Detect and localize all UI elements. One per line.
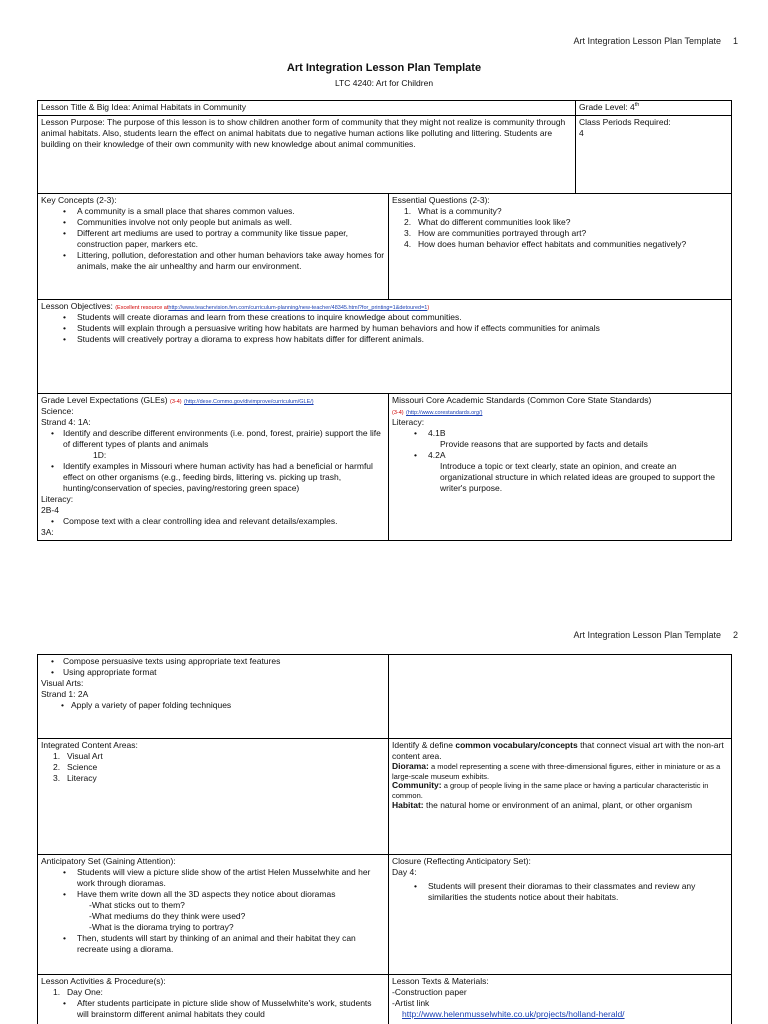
list-item: • After students participate in picture slide show of Musselwhite's work, students will brainstorm different animal habitats they could — [41, 998, 385, 1020]
page-number: 1 — [732, 36, 738, 46]
list-item: • Then, students will start by thinking of an animal and their habitat they can recreate using a diorama. — [41, 933, 385, 955]
lesson-title-cell — [38, 101, 576, 116]
lesson-plan-table-page1 — [37, 100, 732, 541]
texts-materials-label: Lesson Texts & Materials: — [392, 976, 489, 986]
vocab-entry: Diorama: a model representing a scene with three-dimensional figures, either in miniature or as a large-scale museum exhibits. — [392, 761, 721, 781]
list-item: • Students will create dioramas and learn from these creations to inquire knowledge about communities. — [41, 312, 728, 323]
page-header — [574, 630, 738, 640]
list-item: • Students will view a picture slide show of the artist Helen Musselwhite and her work through dioramas. — [41, 867, 385, 889]
page-header — [574, 36, 738, 46]
list-item: • Students will creatively portray a diorama to express how habitats differ for different animals. — [41, 334, 728, 345]
list-item: • Identify examples in Missouri where human activity has had a beneficial or harmful effect on other organisms (e.g., feeding birds, littering vs. picking up trash, hunting/conservation of species, paving/restoring green space) — [41, 461, 385, 494]
integrated-content-cell — [38, 739, 389, 855]
anticipatory-set-label: Anticipatory Set (Gaining Attention): — [41, 856, 176, 866]
list-item: 4. How does human behavior effect habitats and communities negatively? — [404, 239, 687, 249]
texts-materials-cell: Lesson Texts & Materials: -Construction paper -Artist link http://www.helenmusselwhite.co.uk/projects/holland-herald/ — [389, 975, 732, 1024]
lesson-title: Lesson Title & Big Idea: Animal Habitats in Community — [41, 102, 247, 112]
objectives-list — [41, 312, 728, 345]
missouri-standards-cell: Missouri Core Academic Standards (Common Core State Standards) (3-4) (http://www.corestandards.org/) Literacy: • 4.1B Provide reasons that are supported by facts and details • 4.2A Introduce a topic or text clearly, state an opinion, and create an organizational structure in which related ideas are grouped to support the writer's purpose. — [389, 394, 732, 541]
key-concepts-label: Key Concepts (2-3): — [41, 195, 117, 205]
list-item: 1. What is a community? — [404, 206, 502, 216]
anticipatory-set-cell: Anticipatory Set (Gaining Attention): • Students will view a picture slide show of the artist Helen Musselwhite and her work through dioramas. • Have them write down all the 3D aspects they notice about dioramas -What sticks out to them? -What mediums do they think were used? -What is the diorama trying to portray? • Then, students will start by thinking of an animal and their habitat they can recreate using a diorama. — [38, 855, 389, 975]
key-concepts-list — [41, 206, 385, 272]
activities-cell — [38, 975, 389, 1024]
header-title: Art Integration Lesson Plan Template — [573, 630, 721, 640]
list-item: • 4.1B — [392, 428, 728, 439]
closure-cell: Closure (Reflecting Anticipatory Set): Day 4: • Students will present their dioramas to their classmates and review any similarities the students notice about their habitats. — [389, 855, 732, 975]
gle-link[interactable]: (http://dese.Commo.gov/divimprove/curriculum/GLE/) — [184, 399, 314, 405]
objectives-resource-link[interactable]: http://www.teachervision.fen.com/curriculum-planning/new-teacher/48345.html?for_printing=1&detoured=1 — [168, 305, 428, 311]
list-item: • Have them write down all the 3D aspects they notice about dioramas — [41, 889, 385, 900]
closure-label: Closure (Reflecting Anticipatory Set): — [392, 856, 531, 866]
list-item: 1. Day One: — [53, 987, 103, 997]
vocabulary-intro: Identify & define common vocabulary/concepts that connect visual art with the non-art content area. — [392, 740, 724, 761]
vocab-entry: Community: a group of people living in the same place or having a particular characteristic in common. — [392, 780, 709, 800]
class-periods-value: 4 — [579, 128, 584, 138]
list-item: • Apply a variety of paper folding techniques — [41, 700, 385, 711]
list-item: • Communities involve not only people but animals as well. — [41, 217, 385, 228]
page-number: 2 — [732, 630, 738, 640]
header-title: Art Integration Lesson Plan Template — [573, 36, 721, 46]
list-item: • Different art mediums are used to portray a community like tissue paper, construction paper, markers etc. — [41, 228, 385, 250]
artist-link[interactable]: http://www.helenmusselwhite.co.uk/projects/holland-herald/ — [402, 1009, 625, 1019]
lesson-plan-table-page2 — [37, 654, 732, 1024]
grade-level-cell — [576, 101, 732, 116]
lesson-objectives-cell: Lesson Objectives: (Excellent resource athttp://www.teachervision.fen.com/curriculum-planning/new-teacher/48345.html?for_printing=1&detoured=1) • Students will create dioramas and learn from these creations to inquire knowledge about communities. • Students will explain through a persuasive writing how habitats are harmed by human behaviors and how if effects communities for animals • Students will creatively portray a diorama to express how habitats differ for different animals. — [38, 300, 732, 394]
list-item: • A community is a small place that shares common values. — [41, 206, 385, 217]
standards-continued-cell: • Compose persuasive texts using appropriate text features • Using appropriate format Visual Arts: Strand 1: 2A • Apply a variety of paper folding techniques — [38, 655, 389, 739]
document-subtitle: LTC 4240: Art for Children — [334, 78, 434, 88]
class-periods-label: Class Periods Required: — [579, 117, 671, 127]
list-item: • Identify and describe different environments (i.e. pond, forest, prairie) support the life of different types of plants and animals — [41, 428, 385, 450]
missouri-standards-label: Missouri Core Academic Standards (Common Core State Standards) — [392, 395, 652, 405]
lesson-purpose: Lesson Purpose: The purpose of this lesson is to show children another form of community that they might not realize is community through animal habitats. Also, students learn the effect on animal habitats due to negative human actions like polluting and littering. Students are building on their knowledge of their own community with new knowledge about animal communities. — [41, 117, 566, 149]
activities-label: Lesson Activities & Procedure(s): — [41, 976, 166, 986]
integrated-content-label: Integrated Content Areas: — [41, 740, 138, 750]
list-item: • Using appropriate format — [41, 667, 385, 678]
vocab-entry: Habitat: the natural home or environment of an animal, plant, or other organism — [392, 800, 693, 810]
gle-label: Grade Level Expectations (GLEs) — [41, 395, 168, 405]
list-item: 3. Literacy — [53, 773, 97, 783]
lesson-purpose-cell — [38, 116, 576, 194]
key-concepts-cell — [38, 194, 389, 300]
essential-questions-cell — [389, 194, 732, 300]
list-item: 1. Visual Art — [53, 751, 103, 761]
gle-cell: Grade Level Expectations (GLEs) (3-4) (http://dese.Commo.gov/divimprove/curriculum/GLE/) Science: Strand 4: 1A: • Identify and describe different environments (i.e. pond, forest, prairie) support the life of different types of plants and animals 1D: • Identify examples in Missouri where human activity has had a beneficial or harmful effect on other organisms (e.g., feeding birds, littering vs. picking up trash, hunting/conservation of species, paving/restoring green space) Literacy: 2B-4 • Compose text with a clear controlling idea and relevant details/examples. 3A: — [38, 394, 389, 541]
grade-level: Grade Level: 4 — [579, 102, 635, 112]
list-item: 2. What do different communities look like? — [404, 217, 571, 227]
list-item: 3. How are communities portrayed through art? — [404, 228, 587, 238]
essential-questions-list — [392, 206, 728, 250]
document-title: Art Integration Lesson Plan Template — [286, 62, 482, 74]
list-item: • Compose text with a clear controlling idea and relevant details/examples. — [41, 516, 385, 527]
essential-questions-label: Essential Questions (2-3): — [392, 195, 490, 205]
core-standards-link[interactable]: (http://www.corestandards.org/) — [406, 410, 483, 416]
objectives-label: Lesson Objectives: — [41, 301, 113, 311]
objectives-resource-note: (Excellent resource at — [115, 305, 169, 311]
list-item: • 4.2A — [392, 450, 728, 461]
class-periods-cell — [576, 116, 732, 194]
grade-level-sup: th — [634, 102, 640, 109]
list-item: • Students will explain through a persuasive writing how habitats are harmed by human behaviors and how if effects communities for animals — [41, 323, 728, 334]
list-item: 2. Science — [53, 762, 98, 772]
empty-cell — [389, 655, 732, 739]
list-item: • Littering, pollution, deforestation and other human behaviors take away homes for animals, make the air unhealthy and harm our environment. — [41, 250, 385, 272]
vocabulary-cell — [389, 739, 732, 855]
list-item: • Students will present their dioramas to their classmates and review any similarities the students notice about their habitats. — [392, 881, 728, 903]
list-item: • Compose persuasive texts using appropriate text features — [41, 656, 385, 667]
